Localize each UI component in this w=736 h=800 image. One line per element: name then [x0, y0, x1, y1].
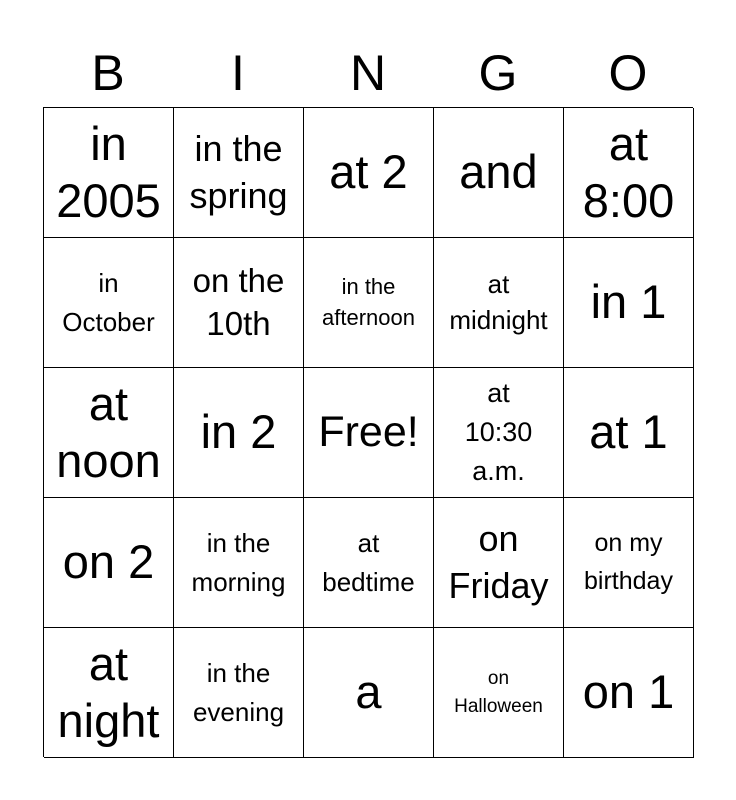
- cell-text: in 1: [590, 275, 667, 329]
- bingo-cell: [174, 368, 304, 498]
- bingo-cell: [564, 498, 694, 628]
- bingo-cell: [434, 238, 564, 368]
- bingo-header: [43, 40, 693, 106]
- cell-text: in the afternoon: [322, 273, 415, 330]
- cell-text: on the 10th: [192, 261, 285, 342]
- cell-text: in the evening: [192, 657, 285, 727]
- bingo-cell: [434, 498, 564, 628]
- bingo-cell: [304, 498, 434, 628]
- cell-text: at 1: [589, 405, 668, 459]
- cell-text: at night: [57, 637, 160, 747]
- cell-text: at 2: [329, 145, 408, 199]
- cell-text: on 2: [62, 535, 155, 589]
- bingo-cell: [564, 238, 694, 368]
- cell-text: at noon: [56, 377, 161, 487]
- bingo-cell: [304, 238, 434, 368]
- cell-text: at midnight: [449, 269, 548, 335]
- cell-text: in October: [62, 267, 155, 337]
- bingo-cell: [174, 238, 304, 368]
- bingo-cell: [564, 368, 694, 498]
- bingo-board: [43, 107, 693, 757]
- bingo-cell: [174, 498, 304, 628]
- header-letter-i: I: [231, 45, 245, 101]
- cell-text: at bedtime: [322, 527, 415, 597]
- cell-text: in 2005: [56, 117, 161, 227]
- cell-text: in 2: [200, 405, 277, 459]
- bingo-cell: [564, 628, 694, 758]
- bingo-cell: [434, 108, 564, 238]
- bingo-cell: [434, 628, 564, 758]
- bingo-cell: [174, 628, 304, 758]
- header-letter-g: G: [478, 45, 518, 101]
- cell-text: Free!: [318, 407, 419, 456]
- bingo-cell: [304, 628, 434, 758]
- bingo-cell: [564, 108, 694, 238]
- cell-text: at 10:30 a.m.: [464, 377, 533, 487]
- cell-text: in the morning: [191, 527, 286, 597]
- header-letter-o: O: [608, 45, 648, 101]
- bingo-cell: [44, 368, 174, 498]
- bingo-cell: [174, 108, 304, 238]
- bingo-cell free-space: [304, 368, 434, 498]
- cell-text: in the spring: [189, 127, 288, 216]
- header-letter-n: N: [349, 45, 387, 101]
- bingo-cell: [304, 108, 434, 238]
- cell-text: on Friday: [448, 517, 549, 606]
- bingo-cell: [44, 108, 174, 238]
- cell-text: on my birthday: [584, 529, 673, 595]
- cell-text: a: [355, 665, 382, 719]
- bingo-cell: [434, 368, 564, 498]
- cell-text: on Halloween: [454, 667, 543, 717]
- bingo-cell: [44, 628, 174, 758]
- cell-text: and: [459, 145, 538, 199]
- header-letter-b: B: [91, 45, 125, 101]
- cell-text: on 1: [582, 665, 675, 719]
- bingo-cell: [44, 238, 174, 368]
- bingo-cell: [44, 498, 174, 628]
- cell-text: at 8:00: [582, 117, 675, 227]
